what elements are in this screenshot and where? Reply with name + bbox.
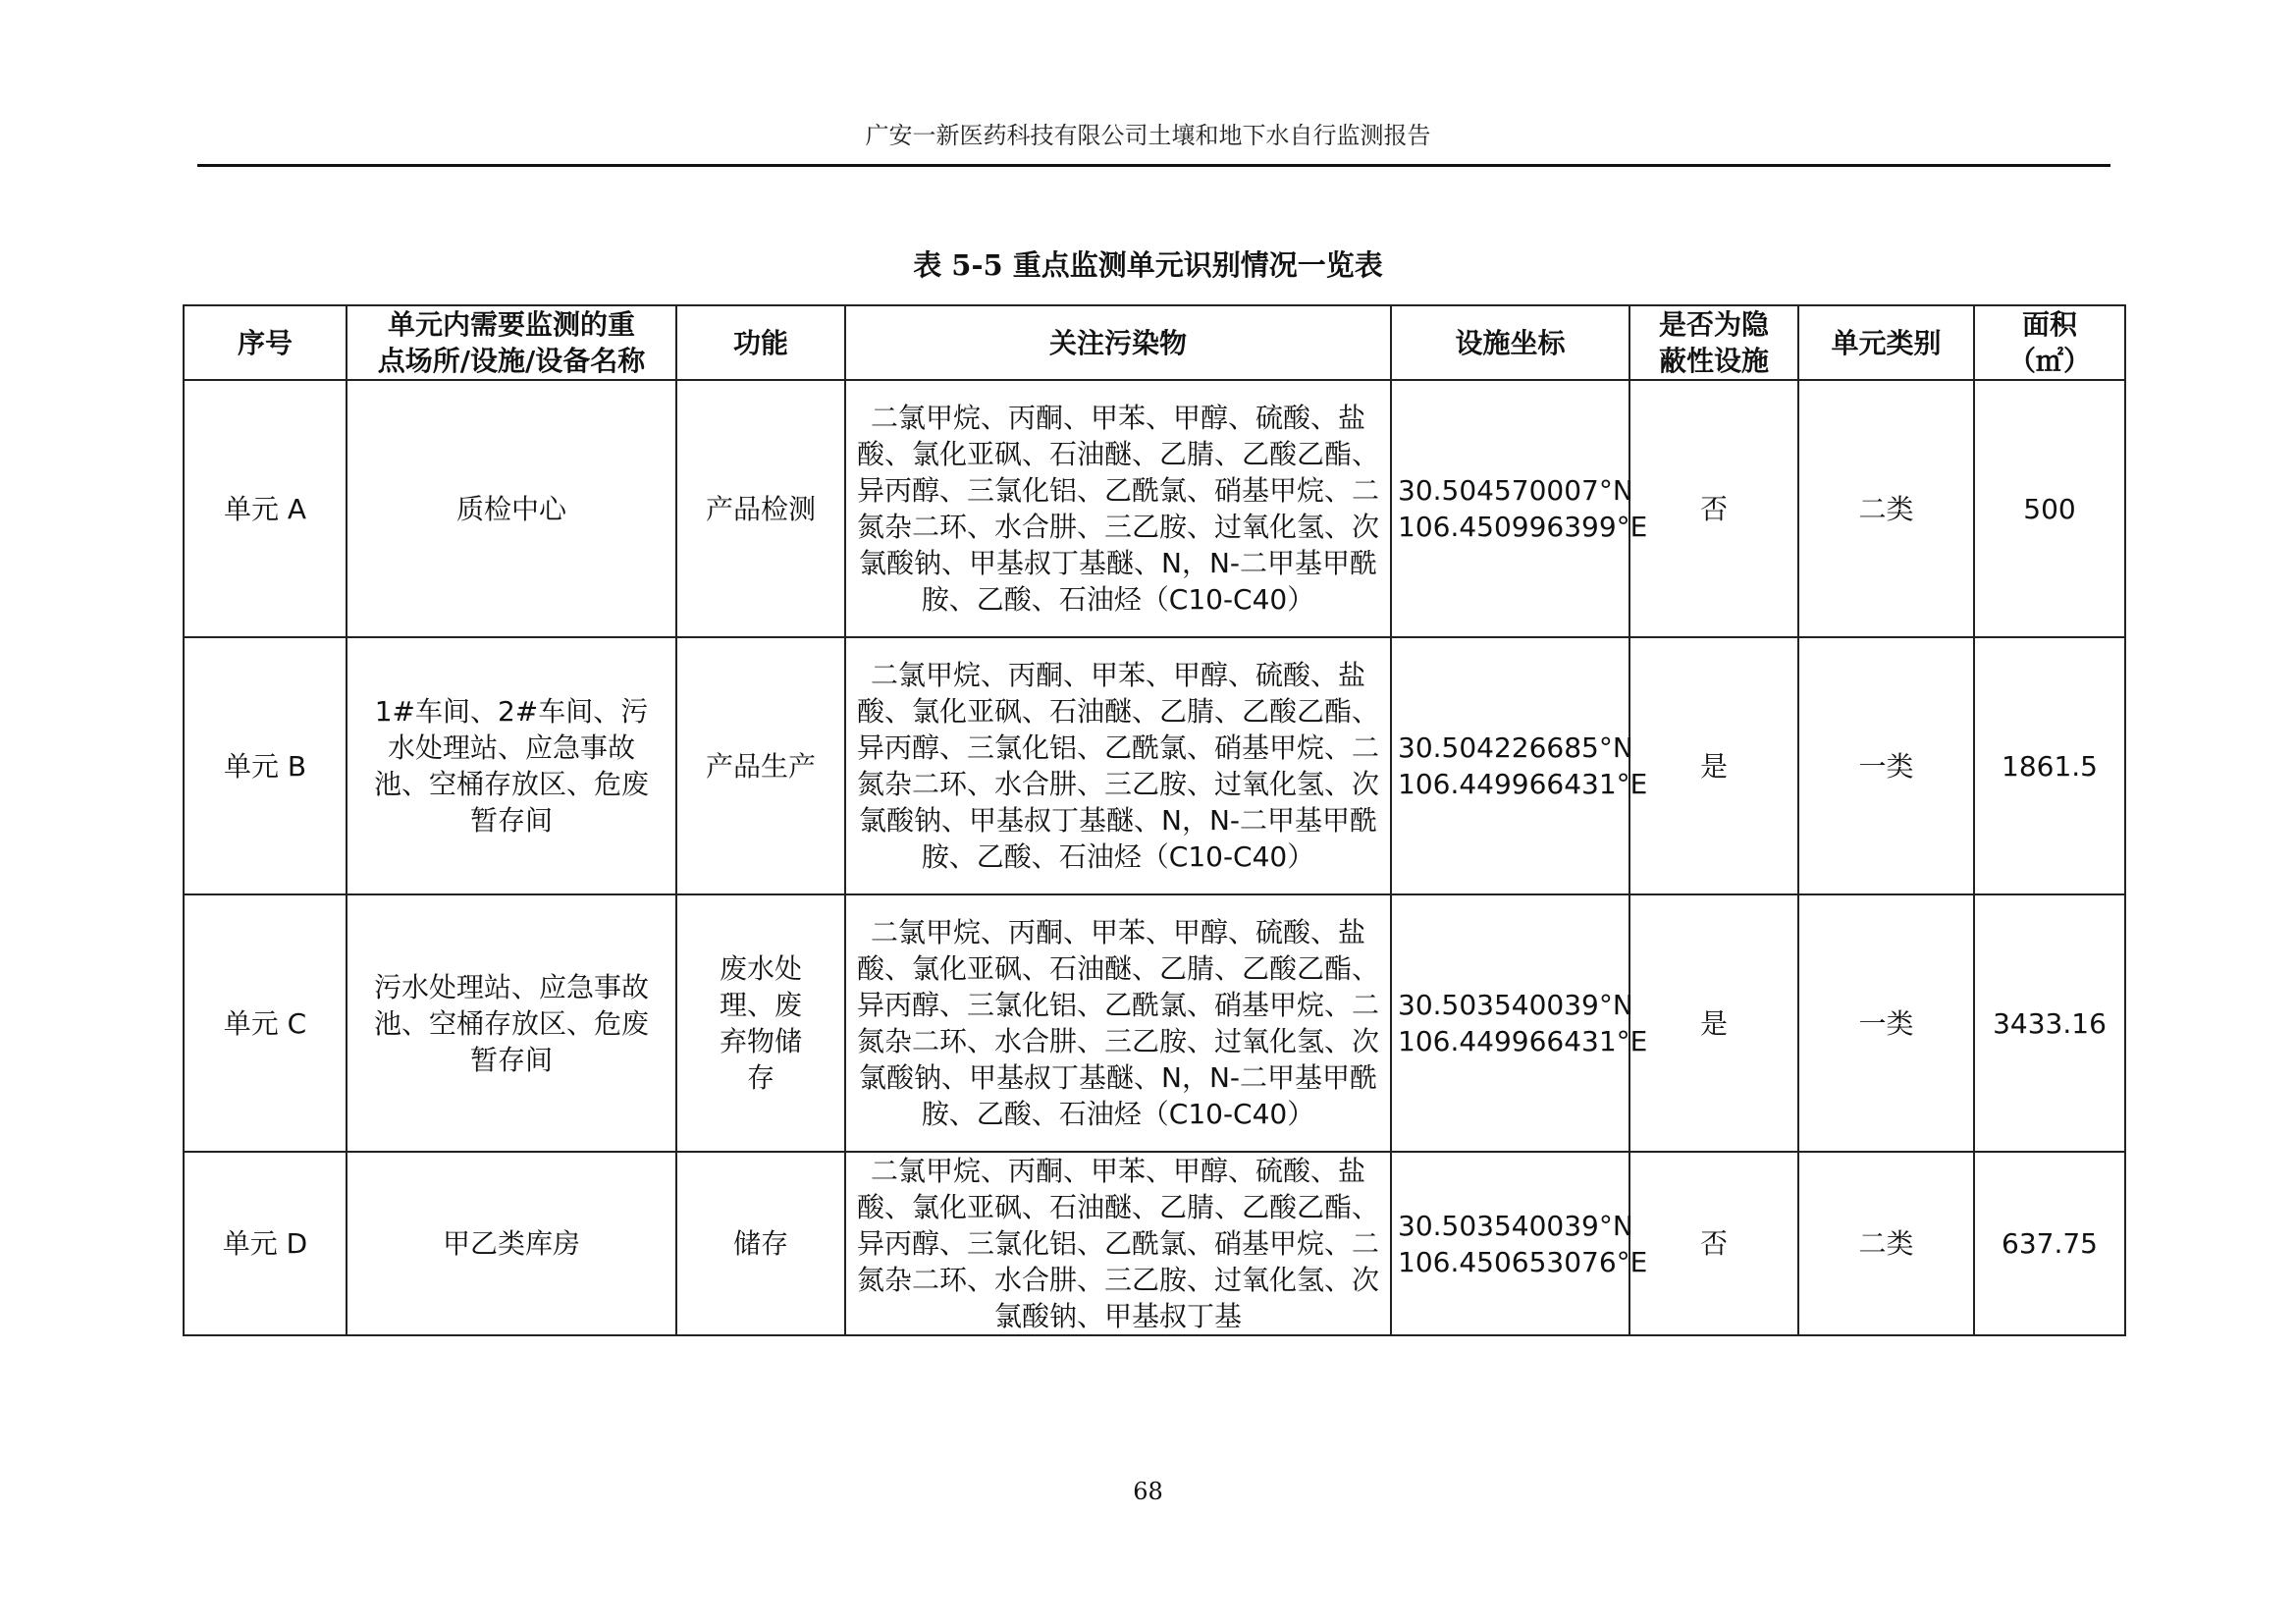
latitude-value: 30.503540039°N [1398,1209,1633,1242]
area-cell: 637.75 [1974,1152,2125,1335]
table-header-row [184,305,2125,380]
hidden-facility-cell: 否 [1629,1152,1798,1335]
unit-id-cell: 单元 B [184,637,347,894]
pollutants-cell: 二氯甲烷、丙酮、甲苯、甲醇、硫酸、盐酸、氯化亚砜、石油醚、乙腈、乙酸乙酯、异丙醇、三氯化铝、乙酰氯、硝基甲烷、二氮杂二环、水合肼、三乙胺、过氧化氢、次氯酸钠、甲基叔丁基醚、N，N-二甲基甲酰胺、乙酸、石油烃（C10-C40） [845,380,1391,637]
longitude-value: 106.449966431°E [1398,1025,1648,1057]
unit-category-cell: 二类 [1798,1152,1974,1335]
facility-cell: 质检中心 [347,380,676,637]
column-header-category: 单元类别 [1798,305,1974,380]
column-header-id: 序号 [184,305,347,380]
table-row [184,637,2125,894]
header-divider [197,164,2110,167]
facility-cell: 甲乙类库房 [347,1152,676,1335]
function-cell: 产品检测 [676,380,845,637]
unit-category-cell: 一类 [1798,637,1974,894]
latitude-value: 30.504570007°N [1398,474,1633,507]
function-cell: 废水处理、废弃物储存 [676,894,845,1152]
pollutants-cell: 二氯甲烷、丙酮、甲苯、甲醇、硫酸、盐酸、氯化亚砜、石油醚、乙腈、乙酸乙酯、异丙醇、三氯化铝、乙酰氯、硝基甲烷、二氮杂二环、水合肼、三乙胺、过氧化氢、次氯酸钠、甲基叔丁基 [845,1152,1391,1335]
pollutants-cell: 二氯甲烷、丙酮、甲苯、甲醇、硫酸、盐酸、氯化亚砜、石油醚、乙腈、乙酸乙酯、异丙醇、三氯化铝、乙酰氯、硝基甲烷、二氮杂二环、水合肼、三乙胺、过氧化氢、次氯酸钠、甲基叔丁基醚、N，N-二甲基甲酰胺、乙酸、石油烃（C10-C40） [845,894,1391,1152]
function-cell: 储存 [676,1152,845,1335]
column-header-facility: 单元内需要监测的重点场所/设施/设备名称 [347,305,676,380]
unit-category-cell: 一类 [1798,894,1974,1152]
coordinates-cell [1391,1152,1648,1335]
table-row [184,1152,2125,1335]
unit-category-cell: 二类 [1798,380,1974,637]
facility-cell: 污水处理站、应急事故池、空桶存放区、危废暂存间 [347,894,676,1152]
column-header-area: 面积（㎡） [1974,305,2125,380]
coordinates-cell [1391,380,1648,637]
facility-cell: 1#车间、2#车间、污水处理站、应急事故池、空桶存放区、危废暂存间 [347,637,676,894]
column-header-function: 功能 [676,305,845,380]
monitoring-unit-table [183,304,2126,1336]
function-cell: 产品生产 [676,637,845,894]
column-header-coordinates: 设施坐标 [1391,305,1629,380]
unit-id-cell: 单元 A [184,380,347,637]
hidden-facility-cell: 是 [1629,637,1798,894]
latitude-value: 30.503540039°N [1398,989,1633,1021]
area-cell: 500 [1974,380,2125,637]
latitude-value: 30.504226685°N [1398,731,1633,764]
page-number: 68 [1133,1478,1163,1505]
unit-id-cell: 单元 D [184,1152,347,1335]
hidden-facility-cell: 否 [1629,380,1798,637]
hidden-facility-cell: 是 [1629,894,1798,1152]
table-row [184,380,2125,637]
unit-id-cell: 单元 C [184,894,347,1152]
area-cell: 3433.16 [1974,894,2125,1152]
area-cell: 1861.5 [1974,637,2125,894]
table-row [184,894,2125,1152]
column-header-pollutants: 关注污染物 [845,305,1391,380]
coordinates-cell [1391,637,1648,894]
column-header-hidden: 是否为隐蔽性设施 [1629,305,1798,380]
longitude-value: 106.450996399°E [1398,511,1648,543]
document-header-title: 广安一新医药科技有限公司土壤和地下水自行监测报告 [865,122,1431,149]
longitude-value: 106.450653076°E [1398,1245,1648,1278]
table-caption: 表 5-5 重点监测单元识别情况一览表 [913,248,1383,282]
pollutants-cell: 二氯甲烷、丙酮、甲苯、甲醇、硫酸、盐酸、氯化亚砜、石油醚、乙腈、乙酸乙酯、异丙醇、三氯化铝、乙酰氯、硝基甲烷、二氮杂二环、水合肼、三乙胺、过氧化氢、次氯酸钠、甲基叔丁基醚、N，N-二甲基甲酰胺、乙酸、石油烃（C10-C40） [845,637,1391,894]
coordinates-cell [1391,894,1648,1152]
longitude-value: 106.449966431°E [1398,768,1648,800]
